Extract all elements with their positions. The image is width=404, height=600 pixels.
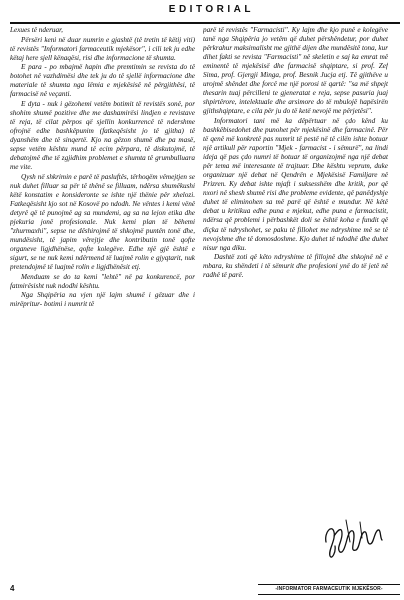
- paragraph: Dashtë zoti që këto ndryshime të fillojnë dhe shkojnë në e mbara, ku shëndeti i të sëmurit dhe profesioni ynë do të jetë në radhë të parë.: [203, 253, 388, 280]
- page-header: [0, 4, 404, 20]
- paragraph: Informatori tani më ka dëpërtuar në çdo kënd ku bashkëbisedohet dhe punohet për mjekësinë dhe farmacinë. Për të qenë më konkretë pas numrit të pestë në të cilën ishte botuar një artikull për raportin "Mjek - farmacist - i sëmurë", na lindi ideja që pas çdo numri të botuar të organizojmë nga një debat për tema më interesante të trajtuar. Dhe kështu veprum, duke organizuar një debat në Qendrën e Mjekësisë Familjare në Prizren. Ky debat ishte mjaft i suksesshëm dhe kritik, por që nxori në shesh shumë risi dhe probleme evidente, që panëdyshje duhet të eliminohen sa më parë që është e mundur. Në këtë debat u kritikua edhe puna e mjekut, edhe puna e farmacistit, ndërsa që problemi i përbashkët doli se është koha e fundit që diçka të ndryshohet, se paku të fillohet me ndryshime më se të nevojshme dhe të domosdoshme. Kjo duhet të ndodhë dhe duhet nisur nga diku.: [203, 116, 388, 252]
- paragraph: parë të revistës "Farmacisti". Ky lajm dhe kjo punë e kolegëve tanë nga Shqipëria jo vetëm që duhet përshëndetur, por duhet përkrahur maksimalisht me gjithë dijen dhe mundësitë tona, kur dihet fakti se revista "Farmacisti" në skeletin e saj ka emrat më eminentë të mjekësisë dhe farmacisë shqiptare, si prof. Zef Sima, prof. Gjergji Minga, prof. Besnik Jucja etj. Të gjithëve u urojmë shëndet dhe forcë me një porosi të qartë: "sa më shpejt thesarin tuaj përcilleni te gjeneratat e reja, sepse pasuria juaj shpirtërore, intelektuale dhe arsimore do të mbulojë hapësirën gjithshqiptare, e cila për ju do të ketë nevojë me përjetësi".: [203, 26, 388, 116]
- paragraph: E para - po mbajmë hapin dhe premtimin se revista do të botohet në vazhdimësi dhe tek ju do të sjellë informacione dhe materiale të shumta nga lëmia e mjekësisë në përgjithësi, të farmacisë në veçanti.: [10, 63, 195, 99]
- salutation: Lexues të nderuar,: [10, 26, 63, 34]
- editor-signature: [320, 512, 385, 560]
- paragraph: Përsëri keni në duar numrin e gjashtë (të tretin të këtij viti) të revistës "Informatori farmaceutik mjekësor", i cili tek ju edhe këtaj here sjell kënaqësi, risi dhe informacione të shumta.: [10, 35, 195, 62]
- right-column: [203, 26, 388, 571]
- paragraph: E dyta - nuk i gëzohemi vetëm botimit të revistës sonë, por shohim shumë pozitive dhe me dashamirësi lindjen e revistave të reja, të cilat përpos që sjellin konkurrencë të ndershme ofrojnë edhe bashkëpunim (fatkeqësisht jo të gjitha) të dyanshëm dhe të sinqertë. Kjo na gëzon shumë dhe pa masë, sepse vetëm kështu mund të ecim përpara, të diskutojmë, të debatojmë dhe të zgjidhim problemet e shumta të grumbulluara me vite.: [10, 99, 195, 172]
- paragraph: Nga Shqipëria na vjen një lajm shumë i gëzuar dhe i mirëpritur- botimi i numrit të: [10, 291, 195, 309]
- paragraph: Menduam se do ta kemi "lehtë" në pa konkurencë, por fatmirësisht nuk ndodhi kështu.: [10, 272, 195, 290]
- left-column: [10, 26, 195, 571]
- header-divider: [10, 22, 400, 24]
- page-number: 4: [10, 584, 15, 593]
- publication-footer: -INFORMATOR FARMACEUTIK MJEKËSOR-: [258, 584, 400, 595]
- section-title: EDITORIAL: [168, 4, 254, 15]
- paragraph: Qysh në shkrimin e parë të pasluftës, tërhoqëm vëmejtjen se nuk duhet filluar sa për të thënë se filluam, ndërsa shumëkushi këtë konstatim e konsideronte se ishte një thënie për xhelozi. Fatkeqësisht kjo sot në Kosovë po ndodh. Ne vëntes i kemi vënë detyrë që të punojmë ag sa mundemi, ag sa na lejon etika dhe pjekuria jonë profesionale. Nuk kemi plan të bëhemi "zhurmaxhi", sepse ne dëshirojmë të shkojmë puntën tonë dhe, mundësisht, të japim vërejtje dhe kontributin tonë qofte organeve ligjdhënëse, qofte kolegëve. Edhe një gjë është e sigurt, se ne nuk kemi ndërmend të luajmë rolin e gjyqtarit, nuk pretendojmë të luajmë rolin e ligjdhënësit etj.: [10, 172, 195, 272]
